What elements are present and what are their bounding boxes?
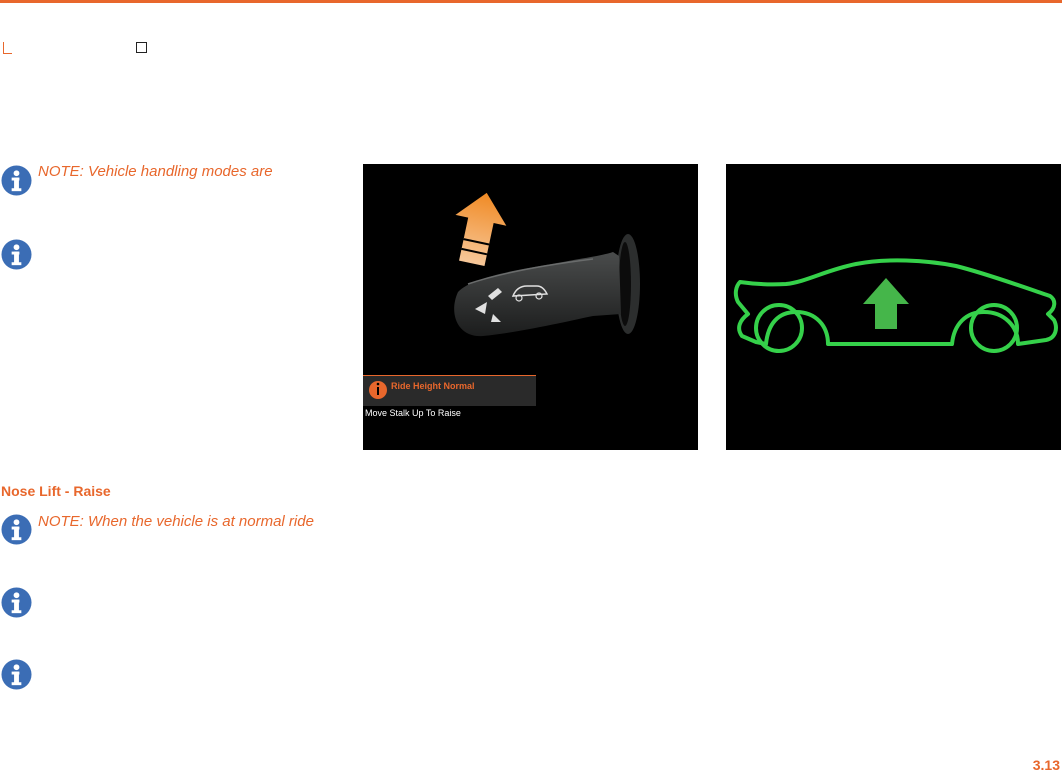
section-heading: Nose Lift - Raise	[1, 483, 111, 499]
up-arrow-icon	[863, 278, 909, 329]
page-number: 3.13	[1032, 757, 1060, 773]
note-text: NOTE: Vehicle handling modes are	[38, 163, 273, 180]
up-arrow-icon	[446, 188, 512, 269]
info-icon	[1, 659, 32, 690]
stalk-image	[363, 164, 698, 450]
square-mark	[136, 42, 147, 53]
info-icon	[1, 239, 32, 270]
top-rule	[0, 0, 1062, 3]
info-icon	[1, 587, 32, 618]
info-icon	[1, 165, 32, 196]
message-title: Ride Height Normal	[391, 381, 475, 391]
corner-mark	[3, 42, 12, 54]
note-text: NOTE: When the vehicle is at normal ride	[38, 513, 314, 530]
message-body: Move Stalk Up To Raise	[365, 408, 461, 418]
info-icon	[1, 514, 32, 545]
nose-lift-indicator	[726, 164, 1061, 450]
